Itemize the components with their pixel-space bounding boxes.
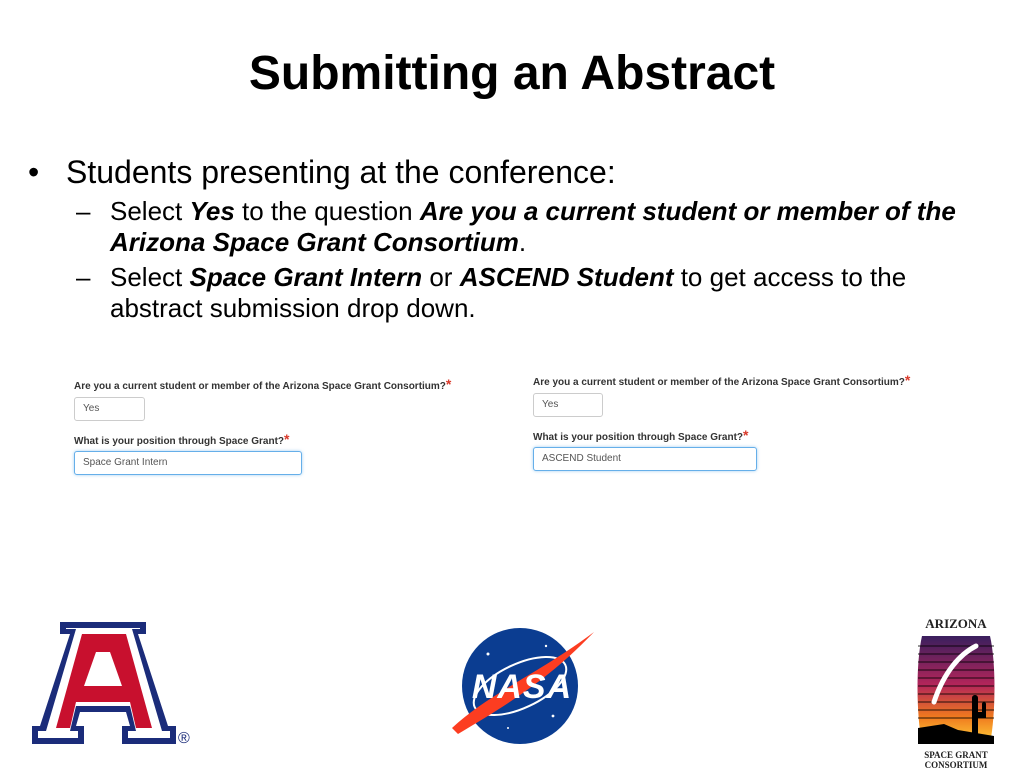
- dash-marker: –: [76, 196, 91, 226]
- sub2-end: to get access to the abstract submission drop down.: [110, 262, 907, 323]
- student-answer-select[interactable]: Yes: [533, 393, 603, 417]
- sub1-end: .: [518, 227, 527, 257]
- azsg-bottom-text-1: SPACE GRANT: [924, 750, 988, 760]
- university-of-arizona-logo: [30, 618, 196, 757]
- sub1-question: Are you a current student or member of the Arizona Space Grant Consortium: [110, 196, 956, 257]
- dash-marker: –: [76, 262, 91, 292]
- sub-bullet-yes: [28, 196, 1003, 258]
- question-label: Are you a current student or member of the Arizona Space Grant Consortium?: [533, 377, 905, 388]
- position-select[interactable]: Space Grant Intern: [74, 451, 302, 475]
- sub2-opt1: Space Grant Intern: [189, 262, 423, 292]
- bullet-dot: •: [28, 154, 40, 190]
- question-current-student: [533, 372, 910, 388]
- sub1-yes: Yes: [189, 196, 235, 226]
- slide-title: Submitting an Abstract: [248, 47, 776, 100]
- required-asterisk: *: [445, 376, 452, 392]
- azsg-top-text: ARIZONA: [925, 616, 987, 631]
- student-answer-select[interactable]: Yes: [74, 397, 145, 421]
- nasa-logo: [448, 624, 598, 753]
- azsg-sunset-icon: [914, 632, 998, 748]
- question-position: [74, 431, 451, 447]
- required-asterisk: *: [904, 372, 911, 388]
- question-position: [533, 427, 910, 443]
- registered-mark: ®: [178, 730, 190, 747]
- azsg-bottom-text-2: CONSORTIUM: [924, 760, 988, 770]
- question-label: What is your position through Space Grant?: [74, 436, 285, 447]
- question-label: What is your position through Space Grant?: [533, 432, 744, 443]
- form-screenshot-left: [74, 376, 451, 475]
- position-select[interactable]: ASCEND Student: [533, 447, 757, 471]
- ua-block-a-icon: [30, 618, 196, 752]
- sub2-pre: Select: [110, 262, 190, 292]
- bullet-item: [28, 152, 1003, 192]
- bullet-text: Students presenting at the conference:: [66, 154, 616, 190]
- question-current-student: [74, 376, 451, 392]
- question-label: Are you a current student or member of the Arizona Space Grant Consortium?: [74, 381, 446, 392]
- required-asterisk: *: [743, 427, 749, 443]
- required-asterisk: *: [284, 431, 290, 447]
- sub2-opt2: ASCEND Student: [459, 262, 674, 292]
- nasa-wordmark: NASA: [471, 668, 573, 706]
- bullet-list: [28, 152, 1003, 324]
- sub2-or: or: [422, 262, 460, 292]
- form-screenshot-right: [533, 372, 910, 471]
- sub-bullet-position: [28, 262, 1003, 324]
- sub1-pre: Select: [110, 196, 190, 226]
- sub1-mid: to the question: [234, 196, 420, 226]
- arizona-space-grant-logo: [914, 616, 998, 770]
